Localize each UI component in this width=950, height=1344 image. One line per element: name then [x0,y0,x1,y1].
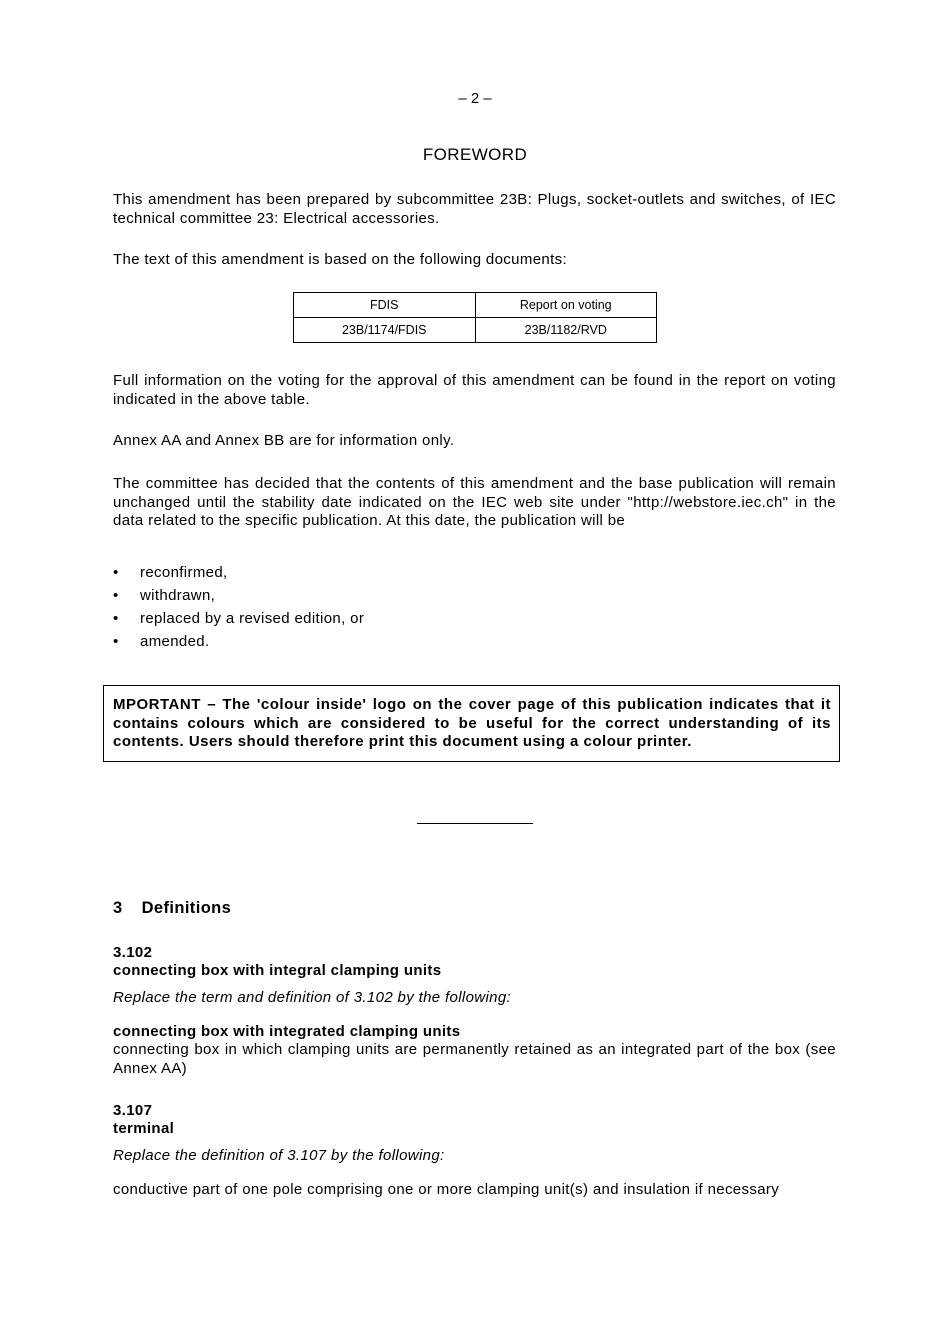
list-item-text: reconfirmed, [140,564,228,581]
section-number: 3 [113,899,123,917]
section-title: Definitions [141,899,232,917]
foreword-title: FOREWORD [422,145,528,164]
bullet-symbol: • [113,633,119,650]
list-item [113,607,836,630]
definition-term-old: connecting box with integral clamping units [113,962,442,979]
table-row [294,318,657,343]
bullet-symbol: • [113,587,119,604]
page-number: – 2 – [458,90,492,107]
definition-term-terminal: terminal [113,1120,175,1137]
list-item-text: replaced by a revised edition, or [140,610,365,627]
definition-instruction-3-102: Replace the term and definition of 3.102 by the following: [113,989,512,1006]
foreword-paragraph-2: The text of this amendment is based on the following documents: [113,251,567,268]
table-header-row [294,293,657,318]
table-header-cell: Report on voting [475,293,657,318]
definition-number-3-107: 3.107 [113,1102,153,1119]
definition-number-3-102: 3.102 [113,944,153,961]
foreword-paragraph-5: The committee has decided that the contents of this amendment and the base publication will remain unchanged until the stability date indicated on the IEC web site under "http://webstore.iec.ch" in the data related to the specific publication. At this date, the publication will be [113,475,836,529]
list-item [113,584,836,607]
documents-table [293,292,657,343]
table-cell: 23B/1174/FDIS [294,318,476,343]
section-heading [113,899,231,918]
definition-instruction-3-107: Replace the definition of 3.107 by the following: [113,1147,445,1164]
section-divider-rule [417,823,533,824]
bullet-list [113,561,836,653]
definition-text-3-107: conductive part of one pole comprising one or more clamping unit(s) and insulation if necessary [113,1181,780,1198]
definition-text-3-102: connecting box in which clamping units are permanently retained as an integrated part of the box (see Annex AA) [113,1041,836,1077]
bullet-symbol: • [113,564,119,581]
foreword-paragraph-1: This amendment has been prepared by subcommittee 23B: Plugs, socket-outlets and switches, of IEC technical committee 23: Electrical accessories. [113,191,836,227]
table-cell: 23B/1182/RVD [475,318,657,343]
list-item [113,630,836,653]
bullet-symbol: • [113,610,119,627]
important-notice-box: MPORTANT – The 'colour inside' logo on the cover page of this publication indicates that it contains colours which are considered to be useful for the correct understanding of its contents. Users should therefore print this document using a colour printer. [103,685,840,762]
list-item [113,561,836,584]
table-header-cell: FDIS [294,293,476,318]
foreword-paragraph-4: Annex AA and Annex BB are for information only. [113,432,455,449]
foreword-paragraph-3: Full information on the voting for the approval of this amendment can be found in the report on voting indicated in the above table. [113,372,836,408]
list-item-text: amended. [140,633,210,650]
definition-term-new: connecting box with integrated clamping units [113,1023,461,1040]
list-item-text: withdrawn, [140,587,216,604]
